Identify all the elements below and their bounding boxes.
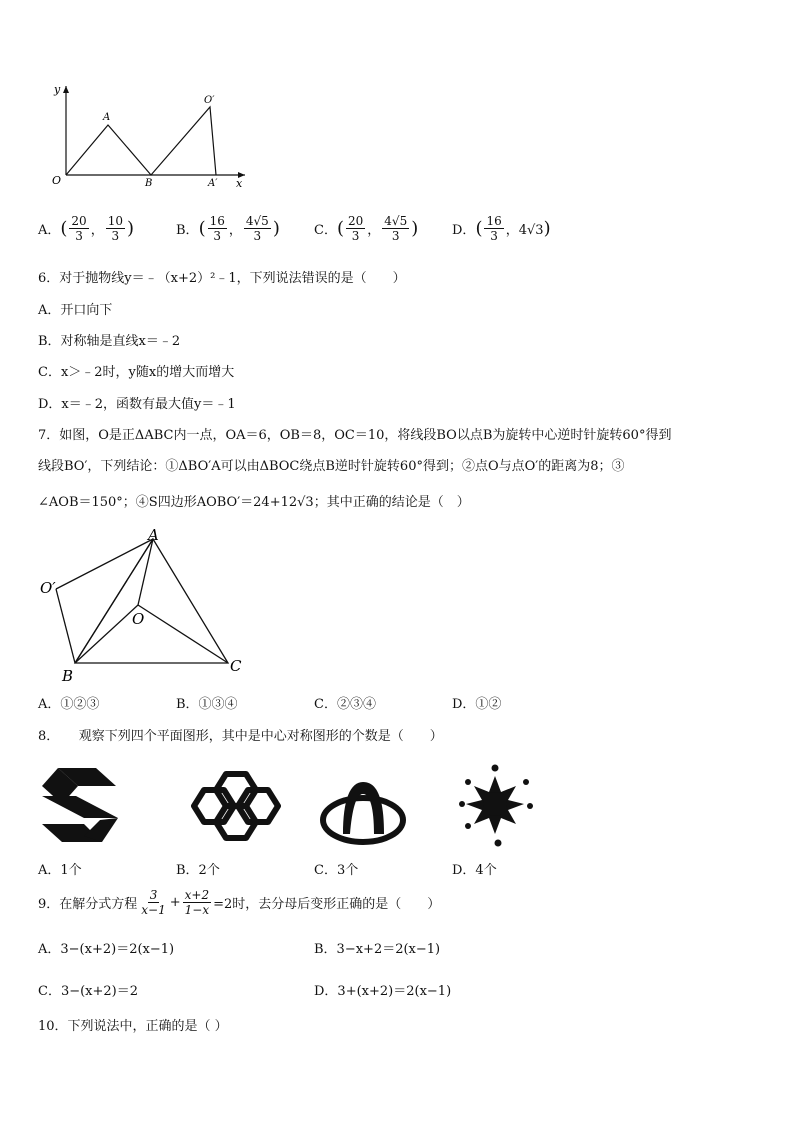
q7-option-a[interactable]: A．①②③	[38, 697, 100, 712]
q7-stem-line3: ∠AOB＝150°；④S四边形AOBO′＝24+12√3；其中正确的结论是（ ）	[38, 495, 470, 510]
point-Oprime-label: O′	[204, 95, 215, 106]
q7-option-b[interactable]: B．①③④	[176, 697, 238, 712]
q8-option-b[interactable]: B．2个	[176, 863, 220, 878]
q6-option-a[interactable]: A．开口向下	[38, 303, 113, 318]
hex-snowflake-shape	[194, 774, 278, 838]
q9-option-b[interactable]: B．3−x+2＝2(x−1)	[314, 942, 441, 957]
q7-stem-line1: 7．如图，O是正ΔABC内一点，OA＝6，OB＝8，OC＝10，将线段BO以点B为旋转中心逆时针旋转60°得到	[38, 428, 672, 443]
q8-stem: 8． 观察下列四个平面图形，其中是中心对称图形的个数是（ ）	[38, 729, 443, 744]
point-B-label: B	[145, 178, 153, 189]
q8-option-a[interactable]: A．1个	[38, 863, 82, 878]
figure-graph	[40, 80, 260, 195]
q6-option-b[interactable]: B．对称轴是直线x＝﹣2	[38, 334, 181, 349]
q5-option-b[interactable]: B． ( $\frac{16}{3}$ ， $\frac{4√5}{3}$ )	[176, 214, 280, 243]
q6-option-c[interactable]: C．x＞﹣2时，y随x的增大而增大	[38, 365, 235, 380]
q10-stem: 10．下列说法中，正确的是（ ）	[38, 1019, 228, 1034]
point-O-label: O	[52, 174, 62, 187]
q9-option-c[interactable]: C．3−(x+2)＝2	[38, 984, 139, 999]
q7-option-c[interactable]: C．②③④	[314, 697, 376, 712]
axis-x-label: x	[236, 177, 243, 190]
axis-y-label: y	[54, 83, 61, 96]
q5-option-d[interactable]: D． ( $\frac{16}{3}$ ，4√3 )	[452, 214, 551, 243]
q5-option-a[interactable]: A． ( $\frac{20}{3}$ ， $\frac{10}{3}$ )	[38, 214, 135, 243]
q7-option-d[interactable]: D．①②	[452, 697, 502, 712]
q8-option-c[interactable]: C．3个	[314, 863, 359, 878]
splat-star-shape	[459, 765, 533, 847]
q5-option-c[interactable]: C． ( $\frac{20}{3}$ ， $\frac{4√5}{3}$ )	[314, 214, 419, 243]
s-logo-shape	[42, 768, 118, 842]
q8-option-d[interactable]: D．4个	[452, 863, 497, 878]
tri-label-Oprime: O′	[40, 579, 56, 597]
tri-label-B: B	[62, 667, 74, 685]
q7-stem-line2: 线段BO′，下列结论：①ΔBO′A可以由ΔBOC绕点B逆时针旋转60°得到；②点O与点O′的距离为8；③	[38, 459, 625, 474]
tri-label-A: A	[148, 527, 159, 544]
q6-stem: 6．对于抛物线y＝﹣（x+2）²﹣1，下列说法错误的是（ ）	[38, 271, 406, 286]
tri-label-O: O	[132, 610, 145, 628]
oval-arch-shape	[323, 782, 403, 842]
q9-option-d[interactable]: D．3+(x+2)＝2(x−1)	[314, 984, 452, 999]
q9-option-a[interactable]: A．3−(x+2)＝2(x−1)	[38, 942, 175, 957]
figure-triangle	[38, 527, 258, 687]
tri-label-C: C	[230, 657, 242, 675]
figure-shapes-row	[38, 760, 538, 848]
q9-stem: 9．在解分式方程 $\frac{3}{x-1}$ + $\frac{x+2}{1-x}$ =2时，去分母后变形正确的是（ ）	[38, 888, 441, 917]
point-Aprime-label: A′	[208, 178, 218, 189]
point-A-label: A	[103, 112, 111, 123]
q6-option-d[interactable]: D．x＝﹣2，函数有最大值y＝﹣1	[38, 397, 236, 412]
